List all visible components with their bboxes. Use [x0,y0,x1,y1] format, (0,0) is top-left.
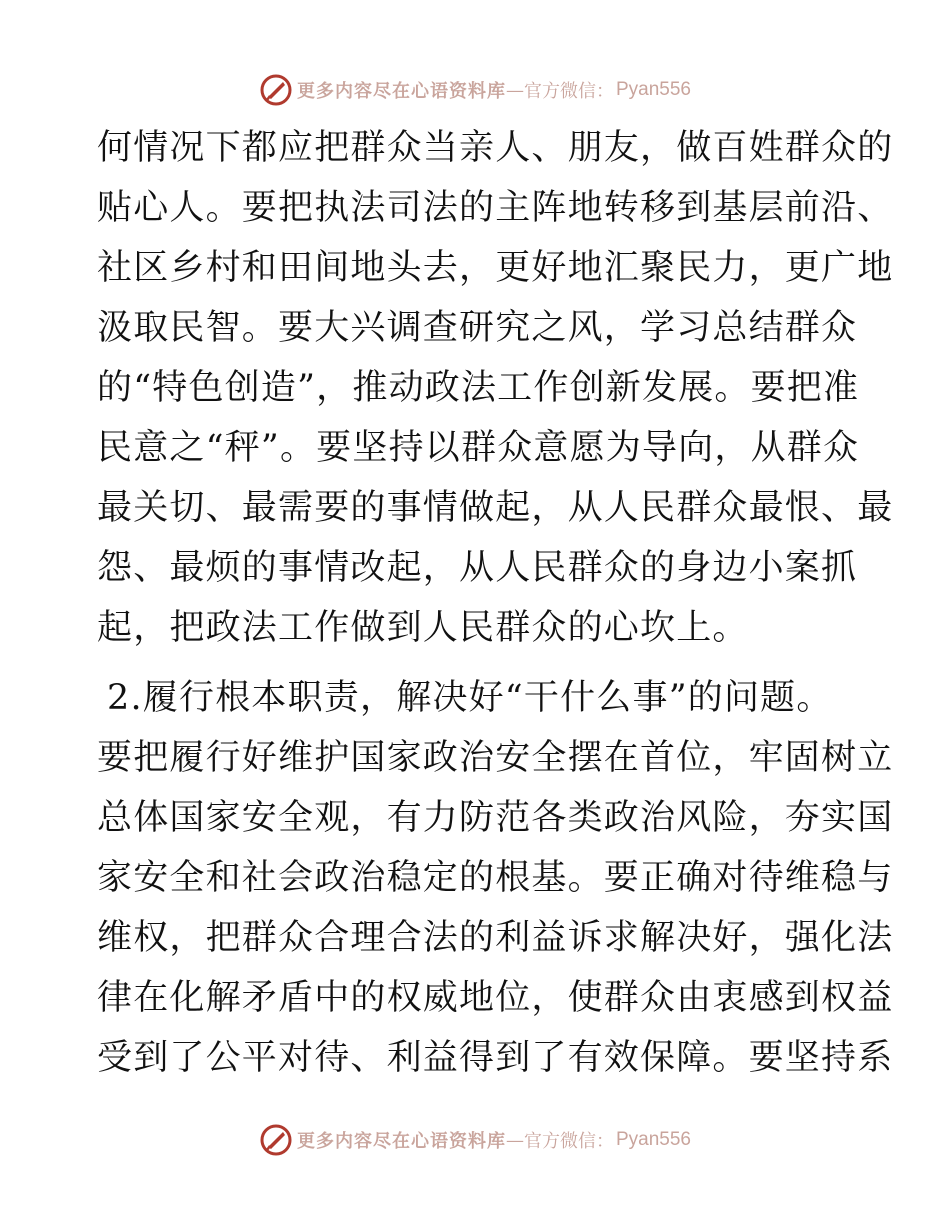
watermark-separator: — [505,79,524,101]
text-line: 受到了公平对待、利益得到了有效保障。要坚持系 [97,1038,894,1078]
watermark-wechat-label: 官方微信： [523,1131,614,1152]
quill-logo-icon [259,1123,293,1157]
text-line: 贴心人。要把执法司法的主阵地转移到基层前沿、 [97,188,894,228]
section-heading: 2.履行根本职责，解决好“干什么事”的问题。 [107,678,833,718]
text-line: 社区乡村和田间地头去，更好地汇聚民力，更广地 [97,248,894,288]
document-body [97,118,894,1088]
quill-logo-icon [259,73,293,107]
header-watermark [0,72,950,108]
text-line: 律在化解矛盾中的权威地位，使群众由衷感到权益 [97,978,894,1018]
text-line: 何情况下都应把群众当亲人、朋友，做百姓群众的 [97,128,894,168]
watermark-brand-text: 更多内容尽在心语资料库 [296,1131,506,1152]
text-line: 汲取民智。要大兴调查研究之风，学习总结群众 [97,308,858,348]
text-line: 总体国家安全观，有力防范各类政治风险，夯实国 [97,798,894,838]
watermark-wechat-label: 官方微信： [523,81,614,102]
text-line: 起，把政法工作做到人民群众的心坎上。 [97,608,749,648]
text-line: 维权，把群众合理合法的利益诉求解决好，强化法 [97,918,894,958]
text-line: 的“特色创造”，推动政法工作创新发展。要把准 [97,368,860,408]
watermark-separator: — [505,1129,524,1151]
text-line: 家安全和社会政治稳定的根基。要正确对待维稳与 [97,858,894,898]
watermark-wechat-id: Pyan556 [615,79,691,100]
text-line: 民意之“秤”。要坚持以群众意愿为导向，从群众 [97,428,860,468]
text-line: 最关切、最需要的事情做起，从人民群众最恨、最 [97,488,894,528]
text-line: 怨、最烦的事情改起，从人民群众的身边小案抓 [97,548,858,588]
text-line: 要把履行好维护国家政治安全摆在首位，牢固树立 [97,738,894,778]
watermark-brand-text: 更多内容尽在心语资料库 [296,81,506,102]
watermark-wechat-id: Pyan556 [615,1129,691,1150]
footer-watermark [0,1122,950,1158]
